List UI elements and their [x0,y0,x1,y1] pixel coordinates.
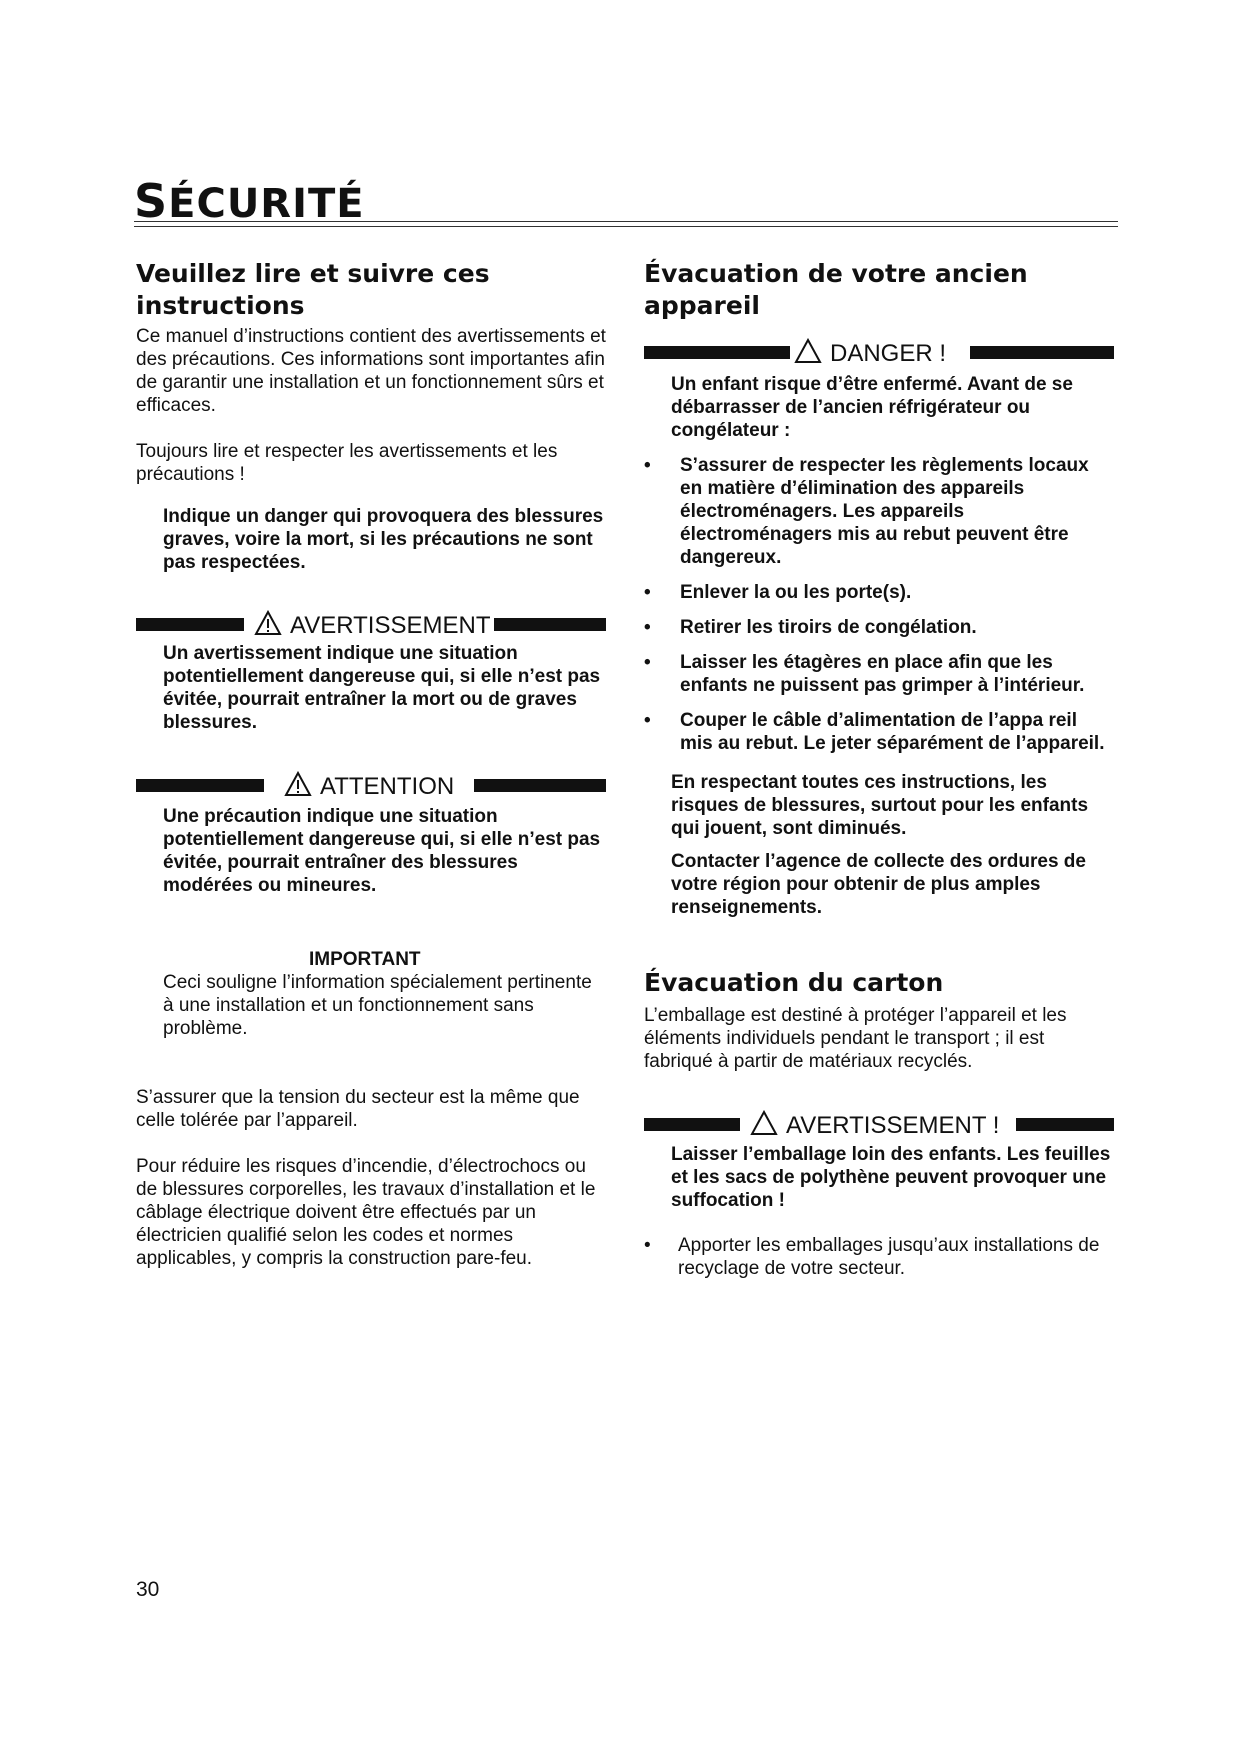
title-rule [134,221,1118,222]
warning2-text: Laisser l’emballage loin des enfants. Les feuilles et les sacs de polythène peuvent provoquer une suffocation ! [671,1144,1111,1211]
title-rule-2 [134,226,1118,227]
list-item: • Couper le câble d’alimentation de l’appa reil mis au rebut. Le jeter séparément de l’appareil. [644,710,1105,754]
danger-text: Un enfant risque d’être enfermé. Avant de se débarrasser de l’ancien réfrigérateur ou congélateur : [671,374,1073,441]
caution-text: Une précaution indique une situation potentiellement dangereuse qui, si elle n’est pas évitée, pourrait entraîner des blessures modérées ou mineures. [163,806,601,896]
carton-heading: Évacuation du carton [644,968,944,997]
caution-banner [136,771,606,799]
warning2-label: AVERTISSEMENT ! [786,1112,1000,1139]
list-item: • Retirer les tiroirs de congélation. [644,617,977,638]
warning-banner [136,610,606,638]
respect-paragraph: En respectant toutes ces instructions, les risques de blessures, surtout pour les enfants qui jouent, sont diminués. [671,772,1089,839]
list-item: • Enlever la ou les porte(s). [644,582,912,603]
disposal-heading: Évacuation de votre ancien appareil [644,259,1028,320]
voltage-paragraph: S’assurer que la tension du secteur est la même que celle tolérée par l’appareil. [136,1087,580,1131]
caution-triangle-icon [284,771,312,797]
recycle-list [644,1234,1114,1280]
list-item: • Apporter les emballages jusqu’aux installations de recyclage de votre secteur. [644,1235,1100,1279]
list-item: • Laisser les étagères en place afin que les enfants ne puissent pas grimper à l’intérieur. [644,652,1085,696]
danger-triangle-icon [794,338,822,364]
warning2-banner [644,1110,1114,1138]
warning2-triangle-icon [750,1110,778,1136]
fire-safety-paragraph: Pour réduire les risques d’incendie, d’électrochocs ou de blessures corporelles, les travaux d’installation et le câblage électrique doivent être effectués par un électricien qualifié selon les codes et normes applicables, y compris la construction pare-feu. [136,1156,596,1269]
always-paragraph: Toujours lire et respecter les avertissements et les précautions ! [136,441,558,485]
caution-label: ATTENTION [320,773,455,800]
left-column [136,258,606,1270]
disposal-list [644,454,1114,755]
intro-paragraph: Ce manuel d’instructions contient des avertissements et des précautions. Ces informations sont importantes afin de garantir une installation et un fonctionnement sûrs et efficaces. [136,326,606,416]
danger-definition: Indique un danger qui provoquera des blessures graves, voire la mort, si les précautions ne sont pas respectées. [163,506,604,573]
warning-text: Un avertissement indique une situation potentiellement dangereuse qui, si elle n’est pas évitée, pourrait entraîner la mort ou de graves blessures. [163,643,601,733]
instructions-heading: Veuillez lire et suivre ces instructions [136,259,490,320]
right-column [644,258,1114,1292]
carton-paragraph: L’emballage est destiné à protéger l’appareil et les éléments individuels pendant le transport ; il est fabriqué à partir de matériaux recyclés. [644,1005,1067,1072]
warning-triangle-icon [254,610,282,636]
warning-label: AVERTISSEMENT [290,612,491,639]
important-text: Ceci souligne l’information spécialement pertinente à une installation et un fonctionnement sans problème. [163,972,592,1039]
contact-paragraph: Contacter l’agence de collecte des ordures de votre région pour obtenir de plus amples renseignements. [671,851,1086,918]
danger-label: DANGER ! [830,340,947,367]
page-number: 30 [136,1578,160,1601]
page-title: SÉCURITÉ [134,174,365,228]
important-label: IMPORTANT [309,949,421,970]
danger-banner [644,338,1114,366]
list-item: • S’assurer de respecter les règlements locaux en matière d’élimination des appareils électroménagers. Les appareils électroménagers mis au rebut peuvent être dangereux. [644,455,1089,568]
